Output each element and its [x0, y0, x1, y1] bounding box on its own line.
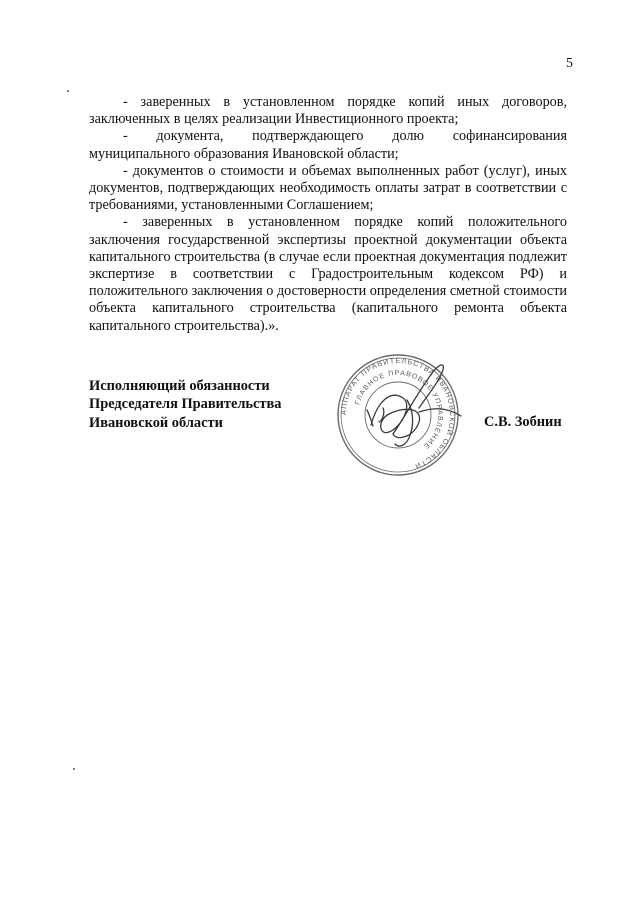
document-body — [89, 94, 567, 335]
paragraph-expertise-conclusion: - заверенных в установленном порядке копий положительного заключения государственной экспертизы проектной документации объекта капитального строительства (в случае если проектная документация подлежит экспертизе в соответствии с Градостроительным кодексом РФ) и положительного заключения о достоверности определения сметной стоимости объекта капитального строительства (капитального ремонта объекта капитального строительства).». — [89, 214, 567, 334]
stamp-seal-icon — [323, 350, 473, 480]
signatory-title-line-2: Председателя Правительства — [89, 396, 282, 413]
signatory-title-line-1: Исполняющий обязанности — [89, 378, 270, 394]
signatory-title-line-3: Ивановской области — [89, 414, 223, 431]
scan-speck — [67, 90, 69, 92]
stamp-inner-text: ГЛАВНОЕ ПРАВОВОЕ УПРАВЛЕНИЕ — [354, 369, 444, 451]
paragraph-other-contracts: - заверенных в установленном порядке копий иных договоров, заключенных в целях реализации Инвестиционного проекта; — [89, 94, 567, 128]
signatory-name: С.В. Зобнин — [484, 414, 562, 430]
paragraph-cofinancing-document: - документа, подтверждающего долю софинансирования муниципального образования Ивановской области; — [89, 128, 567, 162]
scan-speck — [73, 768, 75, 770]
signatory-title — [89, 377, 281, 432]
paragraph-cost-documents: - документов о стоимости и объемах выполненных работ (услуг), иных документов, подтверждающих необходимость оплаты затрат в соответствии с требованиями, установленными Соглашением; — [89, 162, 567, 214]
page-number: 5 — [566, 56, 573, 71]
stamp-outer-text: АППАРАТ ПРАВИТЕЛЬСТВА ИВАНОВСКОЙ ОБЛАСТИ — [338, 355, 458, 472]
official-stamp-with-signature — [323, 350, 473, 480]
